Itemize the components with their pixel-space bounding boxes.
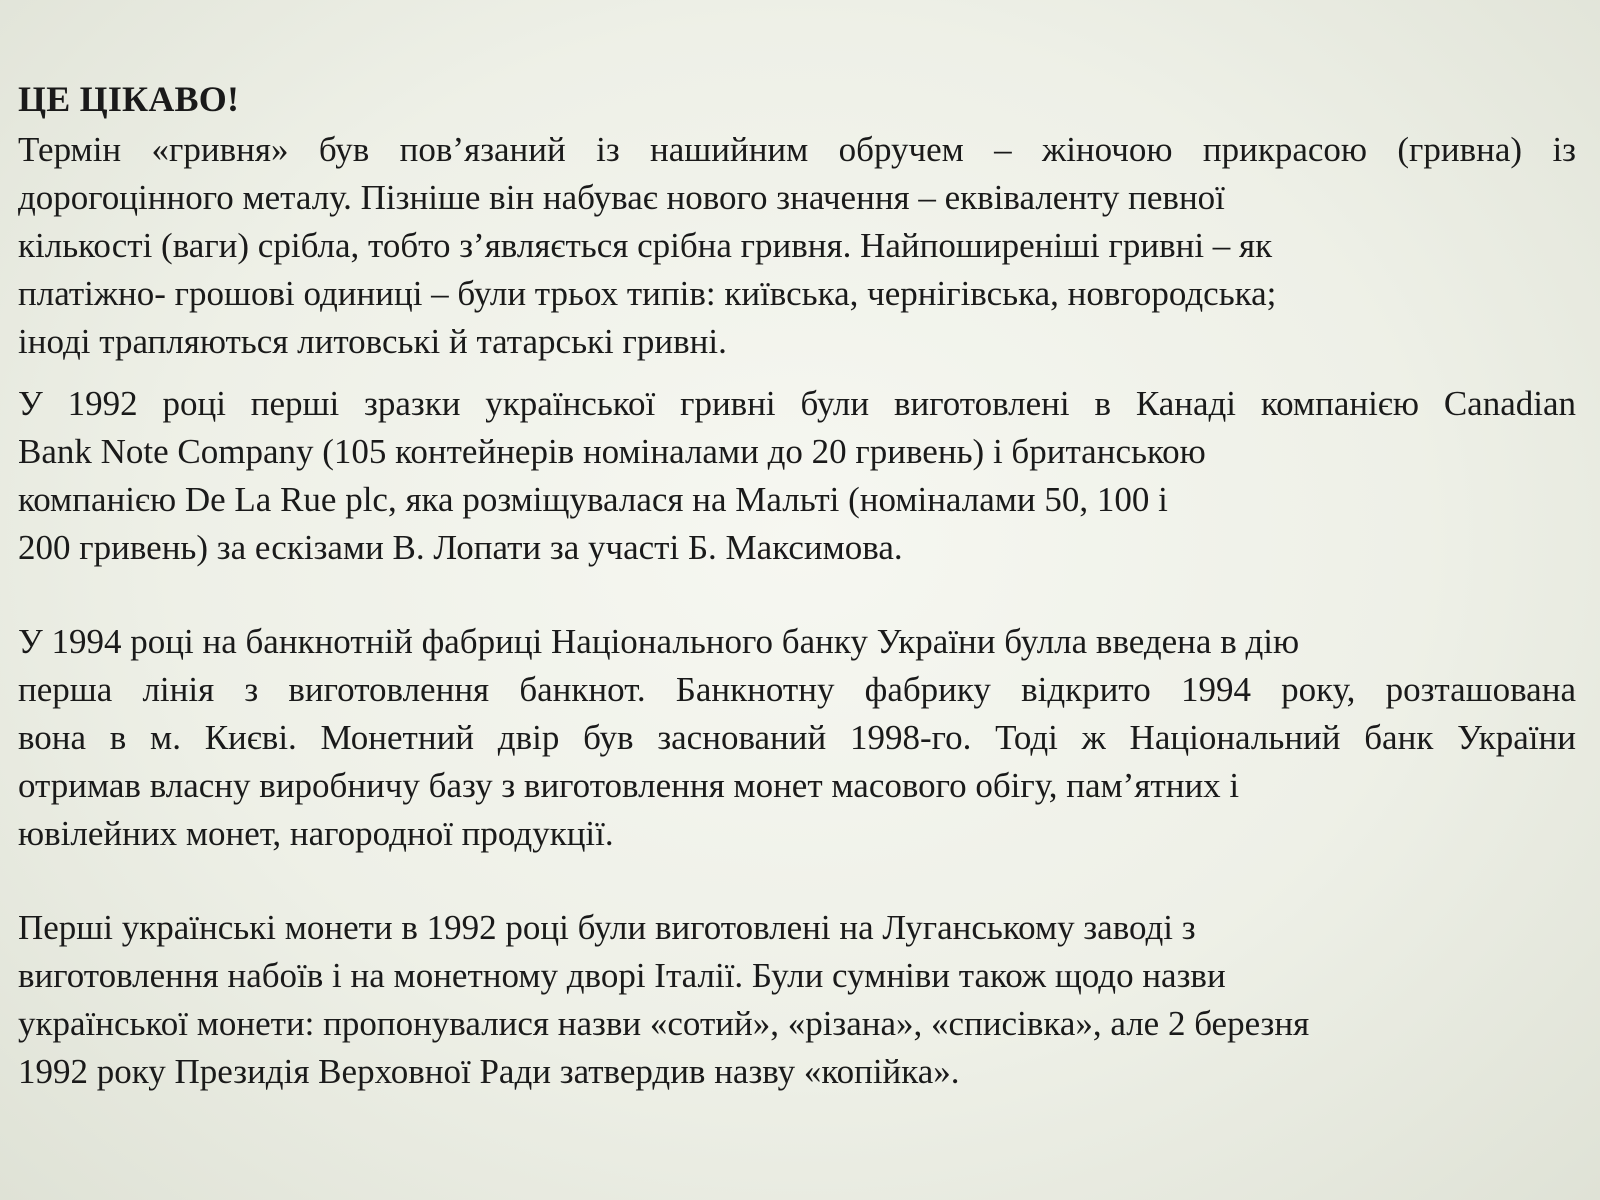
paragraph-hryvnia-term [18,126,1576,366]
text-line: ювілейних монет, нагородної продукції. [18,813,614,853]
paragraph-first-coins [18,904,1576,1096]
text-line: іноді трапляються литовські й татарські гривні. [18,321,727,361]
text-line: перша лінія з виготовлення банкнот. Банкнотну фабрику відкрито 1994 року, розташована [18,669,1576,709]
text-line: кількості (ваги) срібла, тобто з’являється срібна гривня. Найпоширеніші гривні – як [18,225,1273,265]
text-line: У 1992 році перші зразки української гривні були виготовлені в Канаді компанією Canadian [18,383,1576,423]
text-line: платіжно- грошові одиниці – були трьох типів: київська, чернігівська, новгородська; [18,273,1277,313]
text-line: У 1994 році на банкнотній фабриці Національного банку України булла введена в дію [18,621,1300,661]
text-line: 1992 року Президія Верховної Ради затвердив назву «копійка». [18,1051,960,1091]
text-line: виготовлення набоїв і на монетному дворі Італії. Були сумніви також щодо назви [18,955,1226,995]
slide-heading: ЦЕ ЦІКАВО! [18,79,240,119]
text-line: 200 гривень) за ескізами В. Лопати за участі Б. Максимова. [18,527,903,567]
text-line: отримав власну виробничу базу з виготовлення монет масового обігу, пам’ятних і [18,765,1240,805]
text-line: дорогоцінного металу. Пізніше він набуває нового значення – еквіваленту певної [18,177,1225,217]
text-line: вона в м. Києві. Монетний двір був заснований 1998-го. Тоді ж Національний банк України [18,717,1576,757]
spacer [18,366,1576,380]
paragraph-1994-factory [18,618,1576,858]
text-line: української монети: пропонувалися назви «сотий», «різана», «списівка», але 2 березня [18,1003,1310,1043]
text-line: Термін «гривня» був пов’язаний із нашийним обручем – жіночою прикрасою (гривна) із [18,129,1576,169]
spacer [18,572,1576,618]
text-line: Перші українські монети в 1992 році були виготовлені на Луганському заводі з [18,907,1196,947]
spacer [18,858,1576,904]
text-line: компанією De La Rue plc, яка розміщувалася на Мальті (номіналами 50, 100 і [18,479,1168,519]
text-line: Bank Note Company (105 контейнерів номіналами до 20 гривень) і британською [18,431,1206,471]
paragraph-1992-banknotes [18,380,1576,572]
